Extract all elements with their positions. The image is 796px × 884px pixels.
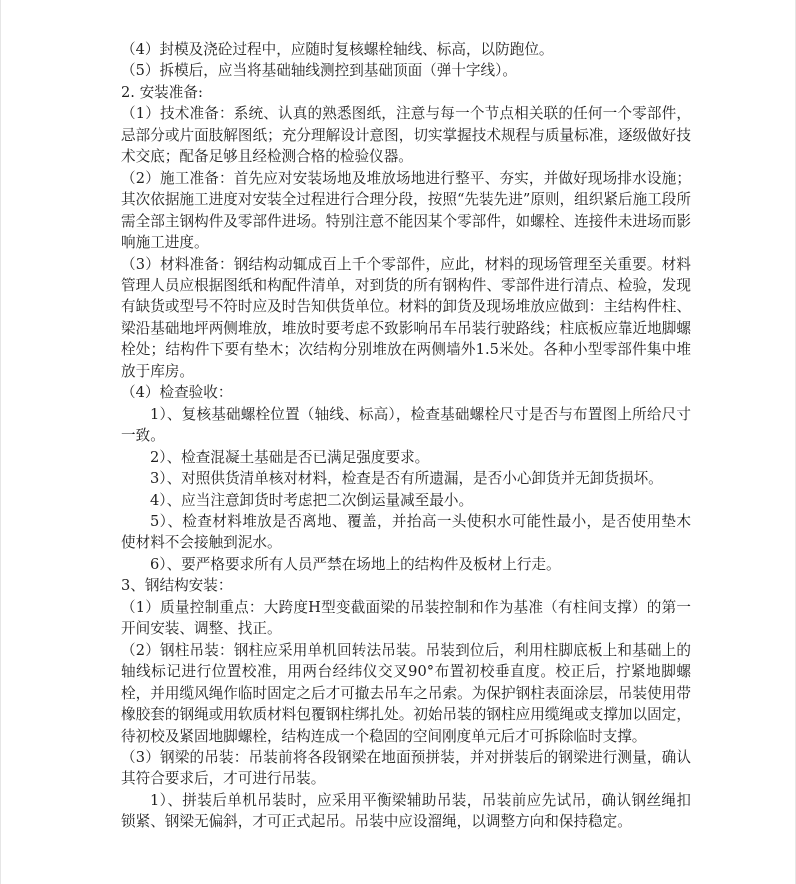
list-item: 1）、复核基础螺栓位置（轴线、标高），检查基础螺栓尺寸是否与布置图上所给尺寸一致。 [121,405,691,445]
paragraph: （1）技术准备：系统、认真的熟悉图纸，注意与每一个节点相关联的任何一个零部件，忌部分或片面肢解图纸；充分理解设计意图，切实掌握技术规程与质量标准，逐级做好技术交底；配备足够且经检测合格的检验仪器。 [121,105,691,166]
list-item: 4）、应当注意卸货时考虑把二次倒运量减至最小。 [150,491,474,509]
list-item: 5）、检查材料堆放是否离地、覆盖，并抬高一头使积水可能性最小，是否使用垫木使材料不会接触到泥水。 [121,512,691,552]
paragraph: （3）钢梁的吊装：吊装前将各段钢梁在地面预拼装，并对拼装后的钢梁进行测量，确认其符合要求后，才可进行吊装。 [121,748,691,788]
section-heading: 3、钢结构安装： [121,577,233,595]
paragraph: （5）拆模后，应当将基础轴线测控到基础顶面（弹十字线）。 [121,62,518,80]
paragraph: （2）施工准备：首先应对安装场地及堆放场地进行整平、夯实，并做好现场排水设施；其次依据施工进度对安装全过程进行合理分段，按照“先装先进”原则，组织紧后施工段所需全部主钢构件及零部件进场。特别注意不能因某个零部件，如螺栓、连接件未进场而影响施工进度。 [121,169,691,252]
list-item: 6）、要严格要求所有人员严禁在场地上的结构件及板材上行走。 [150,555,561,573]
section-heading: 2. 安装准备: [121,83,203,101]
document-body [121,39,691,833]
list-item: 3）、对照供货清单核对材料，检查是否有所遗漏，是否小心卸货并无卸货损坏。 [150,470,663,488]
paragraph: （1）质量控制重点：大跨度H型变截面梁的吊装控制和作为基准（有柱间支撑）的第一开间安装、调整、找正。 [121,598,691,638]
list-item: 2）、检查混凝土基础是否已满足强度要求。 [150,448,430,466]
paragraph: （4）封模及浇砼过程中，应随时复核螺栓轴线、标高，以防跑位。 [121,41,554,58]
paragraph: （4）检查验收： [121,384,233,402]
list-item: 1）、拼装后单机吊装时，应采用平衡梁辅助吊装，吊装前应先试吊，确认钢丝绳扣锁紧、钢梁无偏斜，才可正式起吊。吊装中应设溜绳，以调整方向和保持稳定。 [121,791,691,831]
paragraph: （2）钢柱吊装：钢柱应采用单机回转法吊装。吊装到位后，利用柱脚底板上和基础上的轴线标记进行位置校准，用两台经纬仪交叉90°布置初校垂直度。校正后，拧紧地脚螺栓，并用缆风绳作临时固定之后才可撤去吊车之吊索。为保护钢柱表面涂层，吊装使用带橡胶套的钢绳或用软质材料包覆钢柱绑扎处。初始吊装的钢柱应用缆绳或支撑加以固定，待初校及紧固地脚螺栓，结构连成一个稳固的空间刚度单元后才可拆除临时支撑。 [121,641,691,745]
paragraph: （3）材料准备：钢结构动辄成百上千个零部件，应此，材料的现场管理至关重要。材料管理人员应根据图纸和构配件清单，对到货的所有钢构件、零部件进行清点、检验，发现有缺货或型号不符时应及时告知供货单位。材料的卸货及现场堆放应做到：主结构件柱、梁沿基础地坪两侧堆放，堆放时要考虑不致影响吊车吊装行驶路线；柱底板应靠近地脚螺栓处；结构件下要有垫木；次结构分别堆放在两侧墙外1.5米处。各种小型零部件集中堆放于库房。 [121,255,691,380]
